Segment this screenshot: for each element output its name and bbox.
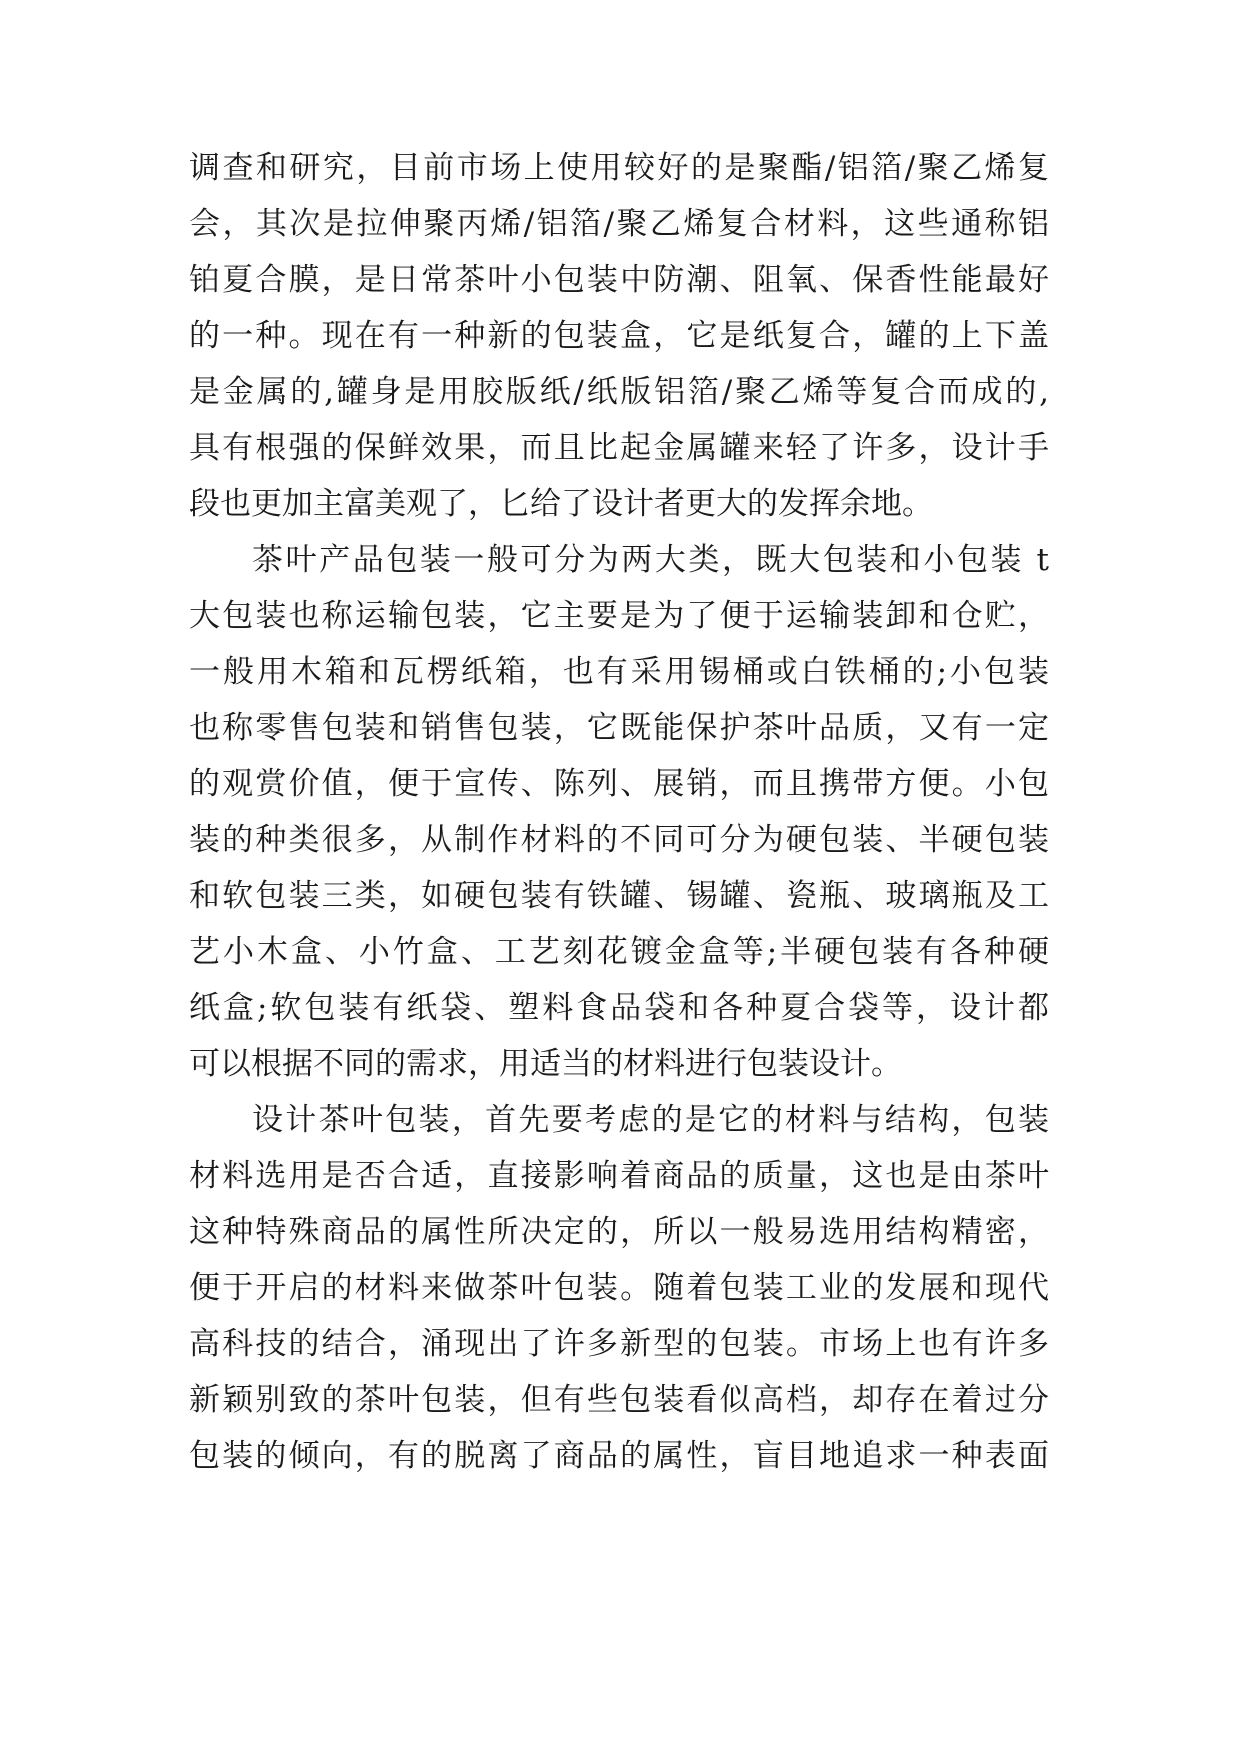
text-line: 便于开启的材料来做茶叶包装。随着包装工业的发展和现代 bbox=[189, 1270, 1049, 1306]
text-line: 艺小木盒、小竹盒、工艺刻花镀金盒等;半硬包装有各种硬 bbox=[189, 934, 1049, 970]
text-line: 的一种。现在有一种新的包装盒，它是纸复合，罐的上下盖 bbox=[189, 318, 1049, 354]
text-line: 的观赏价值，便于宣传、陈列、展销，而且携带方便。小包 bbox=[189, 766, 1049, 802]
text-line: 材料选用是否合适，直接影响着商品的质量，这也是由茶叶 bbox=[189, 1158, 1049, 1194]
text-line: 包装的倾向，有的脱离了商品的属性，盲目地追求一种表面 bbox=[189, 1438, 1049, 1474]
text-line: 这种特殊商品的属性所决定的，所以一般易选用结构精密， bbox=[189, 1214, 1049, 1250]
text-line: 可以根据不同的需求，用适当的材料进行包装设计。 bbox=[189, 1046, 902, 1082]
text-line: 段也更加主富美观了，匕给了设计者更大的发挥余地。 bbox=[189, 486, 933, 522]
text-line: 一般用木箱和瓦楞纸箱，也有采用锡桶或白铁桶的;小包装 bbox=[189, 654, 1049, 690]
text-line: 高科技的结合，涌现出了许多新型的包装。市场上也有许多 bbox=[189, 1326, 1049, 1362]
text-line: 会，其次是拉伸聚丙烯/铝箔/聚乙烯复合材料，这些通称铝 bbox=[189, 206, 1049, 242]
text-line: 和软包装三类，如硬包装有铁罐、锡罐、瓷瓶、玻璃瓶及工 bbox=[189, 878, 1049, 914]
paragraph-first-line: 设计茶叶包装，首先要考虑的是它的材料与结构，包装 bbox=[252, 1102, 1049, 1138]
text-line: 装的种类很多，从制作材料的不同可分为硬包装、半硬包装 bbox=[189, 822, 1049, 858]
paragraph-first-line: 茶叶产品包装一般可分为两大类，既大包装和小包装 t bbox=[252, 542, 1049, 578]
text-line: 具有根强的保鲜效果，而且比起金属罐来轻了许多，设计手 bbox=[189, 430, 1049, 466]
text-line: 大包装也称运输包装，它主要是为了便于运输装卸和仓贮， bbox=[189, 598, 1049, 634]
text-line: 铂夏合膜，是日常茶叶小包装中防潮、阻氧、保香性能最好 bbox=[189, 262, 1049, 298]
text-line: 也称零售包装和销售包装，它既能保护茶叶品质，又有一定 bbox=[189, 710, 1049, 746]
text-line: 调查和研究，目前市场上使用较好的是聚酯/铝箔/聚乙烯复 bbox=[189, 150, 1049, 186]
text-line: 是金属的,罐身是用胶版纸/纸版铝箔/聚乙烯等复合而成的, bbox=[189, 374, 1049, 410]
text-line: 新颖别致的茶叶包装，但有些包装看似高档，却存在着过分 bbox=[189, 1382, 1049, 1418]
text-line: 纸盒;软包装有纸袋、塑料食品袋和各种夏合袋等，设计都 bbox=[189, 990, 1049, 1026]
